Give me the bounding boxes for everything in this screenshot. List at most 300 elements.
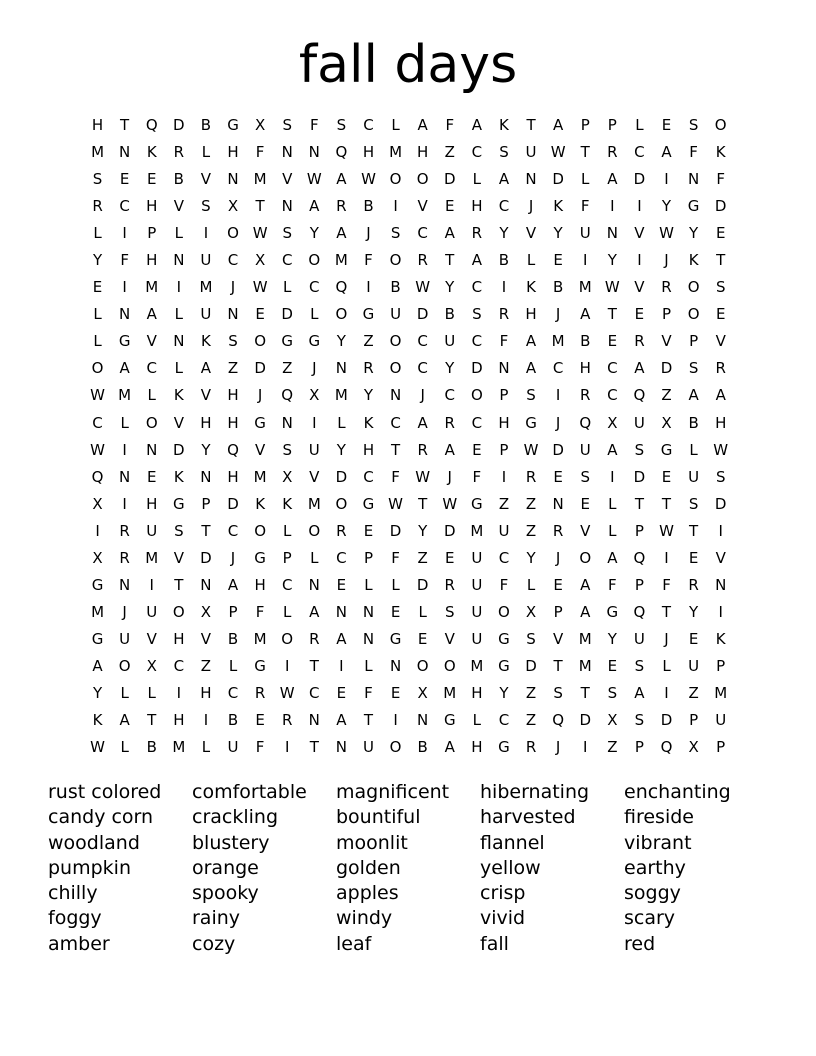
- grid-letter: Q: [227, 440, 239, 459]
- grid-letter: A: [119, 711, 130, 730]
- grid-letter: M: [714, 684, 728, 702]
- grid-letter: A: [119, 359, 130, 378]
- grid-letter: V: [417, 197, 428, 216]
- grid-letter: J: [366, 224, 371, 243]
- grid-letter: O: [308, 251, 321, 270]
- grid-letter: I: [393, 711, 398, 730]
- grid-letter: Q: [633, 548, 646, 567]
- grid-letter: E: [445, 548, 455, 567]
- grid-letter: C: [309, 278, 320, 297]
- grid-letter: D: [200, 548, 212, 567]
- grid-letter: M: [199, 278, 213, 297]
- grid-letter: E: [580, 494, 590, 513]
- grid-letter: C: [173, 656, 185, 675]
- grid-letter: X: [688, 738, 699, 757]
- grid-letter: R: [119, 548, 130, 567]
- grid-letter: M: [334, 386, 348, 405]
- grid-letter: L: [310, 305, 319, 324]
- grid-letter: M: [253, 170, 267, 189]
- grid-letter: R: [498, 305, 510, 324]
- grid-letter: D: [416, 575, 429, 594]
- grid-letter: N: [308, 575, 320, 594]
- grid-letter: L: [310, 548, 319, 567]
- grid-letter: Z: [282, 359, 293, 378]
- grid-letter: G: [173, 494, 185, 513]
- grid-letter: N: [498, 359, 510, 378]
- grid-letter: G: [227, 116, 239, 135]
- grid-row: [84, 599, 734, 626]
- grid-letter: M: [470, 521, 484, 540]
- grid-letter: A: [607, 440, 618, 459]
- grid-letter: H: [227, 386, 239, 405]
- grid-letter: O: [579, 548, 592, 567]
- grid-letter: L: [120, 413, 129, 432]
- grid-letter: E: [92, 278, 103, 297]
- grid-letter: O: [335, 494, 348, 513]
- grid-letter: C: [498, 197, 510, 216]
- word-list-item: cozy: [192, 932, 236, 955]
- word-list-item: flannel: [480, 831, 545, 854]
- grid-letter: A: [634, 684, 645, 702]
- grid-letter: V: [173, 548, 184, 567]
- grid-letter: B: [580, 332, 591, 351]
- grid-letter: H: [227, 143, 239, 162]
- grid-letter: U: [471, 602, 483, 621]
- grid-letter: Q: [633, 602, 646, 621]
- grid-letter: T: [607, 305, 617, 324]
- grid-letter: B: [227, 629, 239, 648]
- grid-letter: M: [145, 278, 159, 297]
- grid-letter: L: [689, 440, 698, 459]
- grid-letter: C: [471, 143, 483, 162]
- grid-letter: H: [417, 143, 429, 162]
- grid-letter: B: [227, 711, 239, 730]
- grid-row: [84, 464, 734, 491]
- grid-letter: K: [499, 116, 509, 135]
- grid-letter: W: [415, 467, 431, 486]
- grid-letter: K: [173, 467, 184, 486]
- word-list-item: pumpkin: [48, 856, 131, 879]
- grid-letter: K: [146, 143, 157, 162]
- grid-letter: R: [552, 521, 564, 540]
- grid-letter: R: [525, 738, 537, 757]
- grid-letter: L: [201, 143, 211, 162]
- word-list-item: leaf: [336, 932, 372, 955]
- grid-letter: A: [580, 602, 591, 621]
- grid-letter: T: [120, 116, 130, 135]
- grid-letter: Y: [689, 602, 699, 621]
- grid-letter: D: [471, 359, 483, 378]
- grid-letter: Y: [661, 197, 672, 216]
- grid-letter: W: [550, 143, 566, 162]
- grid-letter: O: [687, 305, 700, 324]
- grid-letter: C: [471, 413, 483, 432]
- grid-letter: X: [607, 711, 618, 730]
- grid-letter: J: [555, 548, 561, 567]
- grid-letter: C: [607, 386, 618, 405]
- grid-letter: L: [283, 278, 292, 297]
- grid-letter: I: [718, 602, 723, 621]
- grid-letter: V: [146, 332, 157, 351]
- grid-letter: T: [174, 575, 184, 594]
- grid-letter: X: [254, 116, 266, 135]
- grid-row: [84, 410, 734, 437]
- grid-row: [84, 139, 734, 166]
- word-list-item: foggy: [48, 907, 102, 930]
- grid-letter: G: [254, 656, 266, 675]
- grid-letter: G: [308, 332, 321, 351]
- grid-letter: F: [472, 467, 482, 486]
- grid-letter: D: [552, 170, 564, 189]
- grid-letter: E: [553, 575, 563, 594]
- grid-letter: R: [525, 467, 537, 486]
- grid-letter: A: [417, 116, 428, 135]
- grid-letter: U: [200, 305, 212, 324]
- grid-letter: M: [578, 656, 592, 675]
- grid-letter: I: [501, 278, 507, 297]
- grid-letter: L: [283, 602, 292, 621]
- grid-letter: O: [714, 116, 727, 135]
- grid-letter: V: [309, 467, 320, 486]
- grid-letter: E: [715, 224, 726, 243]
- grid-row: [84, 707, 734, 734]
- grid-letter: D: [714, 494, 727, 513]
- grid-letter: X: [146, 656, 157, 675]
- grid-letter: Z: [444, 143, 455, 162]
- grid-letter: U: [390, 305, 402, 324]
- grid-letter: O: [118, 656, 131, 675]
- grid-letter: Q: [91, 467, 104, 486]
- grid-letter: A: [525, 332, 537, 351]
- grid-letter: L: [174, 224, 183, 243]
- grid-letter: I: [284, 738, 290, 757]
- grid-letter: U: [200, 251, 212, 270]
- grid-letter: C: [227, 251, 239, 270]
- grid-letter: S: [526, 386, 536, 405]
- grid-letter: M: [253, 629, 267, 648]
- grid-letter: L: [201, 738, 211, 757]
- grid-letter: B: [552, 278, 564, 297]
- grid-letter: S: [553, 684, 563, 702]
- grid-letter: H: [579, 359, 591, 378]
- grid-row: [84, 437, 734, 464]
- grid-letter: C: [634, 143, 645, 162]
- grid-letter: B: [444, 305, 455, 324]
- grid-letter: K: [255, 494, 266, 513]
- grid-letter: H: [471, 197, 483, 216]
- grid-letter: C: [227, 684, 239, 702]
- grid-letter: N: [119, 305, 131, 324]
- grid-letter: V: [580, 521, 591, 540]
- grid-letter: F: [391, 548, 400, 567]
- grid-letter: G: [254, 413, 266, 432]
- grid-letter: W: [713, 440, 729, 459]
- grid-letter: I: [610, 467, 615, 486]
- word-list-item: earthy: [624, 856, 686, 879]
- grid-letter: C: [92, 413, 103, 432]
- grid-letter: P: [228, 602, 238, 621]
- grid-letter: L: [662, 656, 671, 675]
- grid-letter: L: [174, 305, 183, 324]
- grid-letter: R: [607, 143, 618, 162]
- grid-letter: T: [526, 116, 536, 135]
- grid-letter: C: [417, 359, 428, 378]
- grid-letter: G: [660, 440, 673, 459]
- grid-letter: O: [389, 359, 402, 378]
- grid-letter: L: [364, 575, 373, 594]
- grid-letter: T: [309, 738, 319, 757]
- grid-letter: A: [525, 359, 537, 378]
- grid-letter: P: [689, 332, 699, 351]
- grid-letter: E: [661, 467, 672, 486]
- grid-row: [84, 382, 734, 409]
- grid-letter: D: [660, 711, 673, 730]
- grid-letter: N: [281, 143, 293, 162]
- grid-letter: V: [525, 224, 537, 243]
- grid-letter: C: [390, 413, 401, 432]
- grid-letter: P: [499, 440, 509, 459]
- grid-letter: V: [634, 224, 645, 243]
- grid-letter: Z: [688, 684, 699, 702]
- grid-letter: K: [553, 197, 564, 216]
- grid-letter: L: [364, 656, 373, 675]
- grid-letter: R: [254, 684, 266, 702]
- grid-letter: R: [336, 197, 347, 216]
- grid-letter: Z: [227, 359, 239, 378]
- grid-letter: J: [555, 413, 561, 432]
- grid-letter: O: [335, 305, 348, 324]
- grid-letter: R: [309, 629, 320, 648]
- grid-letter: Z: [525, 521, 537, 540]
- grid-letter: Z: [525, 684, 537, 702]
- grid-letter: X: [417, 684, 428, 702]
- grid-letter: I: [637, 197, 642, 216]
- grid-letter: X: [200, 602, 212, 621]
- grid-letter: Y: [499, 684, 509, 702]
- grid-letter: N: [281, 197, 293, 216]
- grid-letter: T: [661, 494, 672, 513]
- grid-letter: N: [308, 143, 320, 162]
- grid-letter: U: [525, 143, 537, 162]
- grid-letter: B: [200, 116, 212, 135]
- grid-letter: Y: [607, 251, 617, 270]
- grid-letter: E: [688, 548, 699, 567]
- grid-letter: A: [607, 170, 618, 189]
- grid-letter: S: [282, 224, 292, 243]
- grid-letter: I: [149, 575, 154, 594]
- grid-letter: N: [335, 602, 347, 621]
- grid-letter: K: [715, 629, 726, 648]
- word-list-item: candy corn: [48, 806, 154, 829]
- grid-letter: A: [634, 359, 645, 378]
- grid-letter: N: [389, 656, 402, 675]
- grid-letter: K: [282, 494, 293, 513]
- grid-letter: E: [607, 332, 618, 351]
- grid-letter: E: [255, 305, 265, 324]
- grid-letter: N: [389, 386, 402, 405]
- grid-letter: O: [281, 629, 294, 648]
- grid-letter: Z: [607, 738, 618, 757]
- grid-letter: T: [634, 494, 644, 513]
- grid-letter: M: [91, 602, 105, 621]
- grid-letter: U: [688, 656, 700, 675]
- grid-letter: P: [363, 548, 373, 567]
- grid-letter: L: [147, 684, 156, 702]
- grid-letter: H: [254, 575, 266, 594]
- grid-letter: C: [119, 197, 130, 216]
- grid-letter: D: [660, 359, 673, 378]
- grid-letter: W: [659, 224, 674, 243]
- grid-letter: N: [119, 467, 131, 486]
- grid-row: [84, 220, 734, 247]
- grid-letter: F: [364, 684, 373, 702]
- grid-letter: C: [498, 548, 510, 567]
- grid-letter: S: [688, 116, 699, 135]
- word-list-item: scary: [624, 907, 676, 930]
- grid-row: [84, 247, 734, 274]
- grid-letter: G: [254, 548, 266, 567]
- grid-letter: V: [200, 170, 212, 189]
- grid-letter: U: [227, 738, 239, 757]
- grid-letter: G: [362, 305, 375, 324]
- grid-letter: R: [92, 197, 103, 216]
- grid-letter: Y: [309, 224, 319, 243]
- grid-letter: M: [578, 629, 592, 648]
- grid-letter: L: [174, 359, 183, 378]
- grid-letter: H: [146, 494, 158, 513]
- grid-letter: I: [664, 548, 669, 567]
- grid-letter: L: [635, 116, 644, 135]
- word-list-item: bountiful: [336, 806, 421, 829]
- grid-letter: O: [687, 278, 700, 297]
- grid-letter: Y: [336, 440, 346, 459]
- grid-letter: B: [146, 738, 157, 757]
- grid-letter: M: [470, 656, 484, 675]
- grid-letter: I: [122, 440, 127, 459]
- grid-letter: G: [443, 711, 456, 730]
- grid-letter: I: [176, 684, 182, 702]
- grid-letter: A: [580, 305, 591, 324]
- grid-letter: A: [92, 656, 103, 675]
- grid-letter: K: [526, 278, 536, 297]
- grid-letter: A: [498, 170, 510, 189]
- grid-letter: C: [363, 467, 374, 486]
- word-list-item: rust colored: [48, 781, 162, 803]
- grid-letter: S: [174, 521, 184, 540]
- grid-letter: D: [579, 711, 592, 730]
- word-list-item: enchanting: [624, 781, 731, 803]
- grid-letter: U: [633, 413, 645, 432]
- grid-row: [84, 274, 734, 301]
- grid-letter: N: [119, 143, 131, 162]
- grid-letter: S: [580, 467, 590, 486]
- grid-letter: L: [147, 386, 156, 405]
- word-list-item: yellow: [480, 856, 541, 879]
- grid-letter: F: [689, 143, 698, 162]
- grid-letter: X: [227, 197, 239, 216]
- grid-letter: I: [176, 278, 182, 297]
- grid-letter: E: [146, 170, 157, 189]
- word-list-item: comfortable: [192, 781, 307, 803]
- grid-letter: P: [689, 711, 699, 730]
- grid-letter: A: [200, 359, 212, 378]
- grid-letter: F: [255, 143, 265, 162]
- grid-row: [84, 545, 734, 572]
- grid-letter: R: [661, 278, 672, 297]
- grid-letter: T: [201, 521, 211, 540]
- grid-letter: L: [418, 602, 427, 621]
- grid-letter: H: [200, 684, 212, 702]
- grid-letter: V: [715, 548, 726, 567]
- grid-letter: J: [122, 602, 127, 621]
- grid-letter: W: [279, 684, 295, 702]
- grid-letter: D: [633, 170, 646, 189]
- grid-letter: O: [172, 602, 185, 621]
- grid-letter: T: [580, 143, 590, 162]
- grid-row: [84, 680, 734, 707]
- grid-letter: J: [230, 278, 236, 297]
- grid-letter: Z: [661, 386, 672, 405]
- grid-row: [84, 653, 734, 680]
- grid-letter: V: [254, 440, 266, 459]
- grid-letter: W: [252, 224, 268, 243]
- grid-letter: A: [471, 116, 482, 135]
- grid-letter: I: [203, 711, 209, 730]
- grid-letter: G: [471, 494, 483, 513]
- grid-letter: N: [362, 629, 375, 648]
- grid-letter: F: [255, 738, 265, 757]
- grid-letter: W: [415, 278, 431, 297]
- grid-letter: E: [553, 467, 563, 486]
- grid-letter: P: [661, 305, 672, 324]
- grid-letter: L: [526, 575, 536, 594]
- grid-row: [84, 301, 734, 328]
- grid-letter: T: [580, 684, 590, 702]
- grid-letter: X: [309, 386, 320, 405]
- grid-letter: V: [634, 278, 645, 297]
- grid-letter: I: [95, 521, 100, 540]
- grid-letter: D: [525, 656, 537, 675]
- grid-letter: M: [578, 278, 592, 297]
- grid-letter: P: [716, 656, 726, 675]
- grid-letter: X: [92, 494, 103, 513]
- grid-letter: R: [336, 521, 347, 540]
- grid-letter: Q: [281, 386, 294, 405]
- grid-letter: S: [634, 656, 645, 675]
- grid-letter: T: [255, 197, 265, 216]
- grid-letter: E: [445, 197, 455, 216]
- grid-letter: O: [389, 251, 402, 270]
- grid-letter: S: [282, 116, 292, 135]
- grid-letter: N: [173, 251, 185, 270]
- grid-letter: A: [336, 170, 347, 189]
- grid-row: [84, 328, 734, 355]
- grid-letter: J: [528, 197, 534, 216]
- grid-letter: E: [661, 116, 672, 135]
- grid-letter: W: [604, 278, 620, 297]
- grid-letter: A: [146, 305, 157, 324]
- grid-letter: G: [91, 629, 104, 648]
- grid-letter: R: [417, 440, 428, 459]
- grid-letter: O: [416, 170, 429, 189]
- grid-letter: N: [552, 494, 564, 513]
- grid-letter: E: [472, 440, 482, 459]
- grid-row: [84, 572, 734, 599]
- grid-letter: D: [254, 359, 266, 378]
- grid-letter: Q: [579, 413, 592, 432]
- grid-letter: E: [634, 305, 645, 324]
- grid-letter: A: [580, 575, 591, 594]
